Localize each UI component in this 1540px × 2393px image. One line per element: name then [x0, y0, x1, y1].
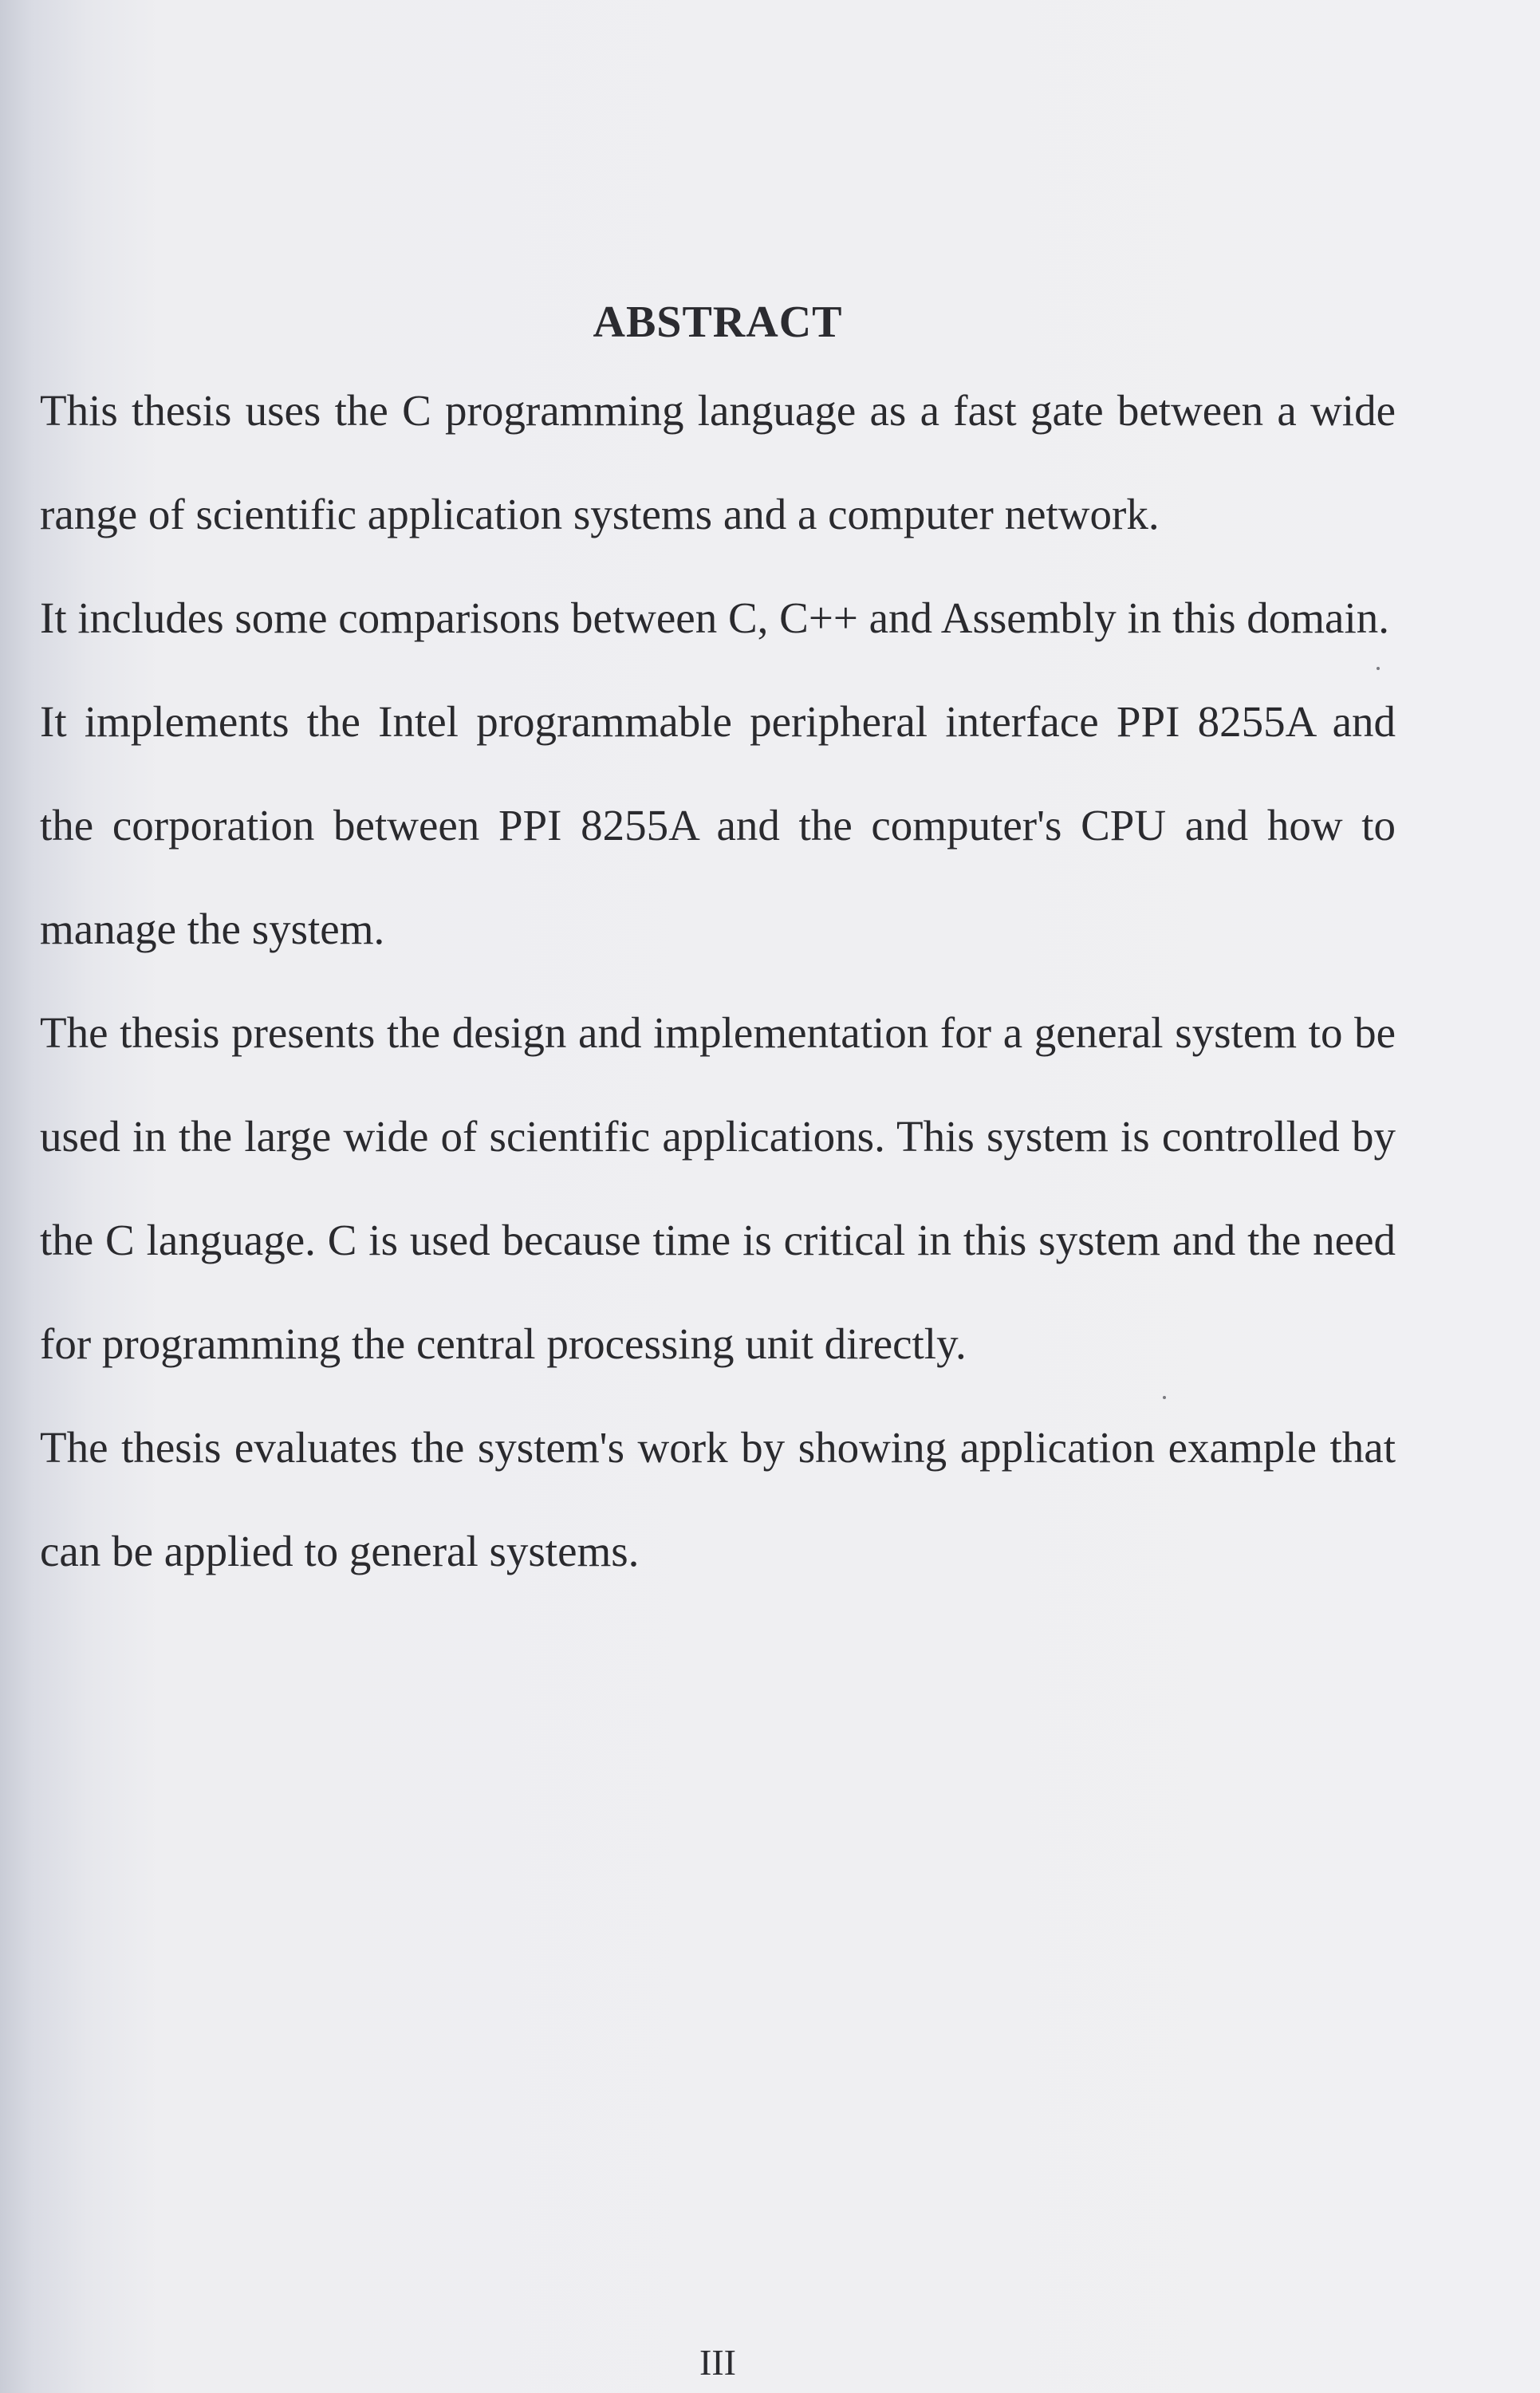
scan-speck	[1377, 667, 1380, 670]
abstract-paragraph: It includes some comparisons between C, C++ and Assembly in this domain.	[40, 593, 1389, 642]
abstract-paragraph: This thesis uses the C programming language as a fast gate between a wide range of scientific application systems and a computer network.	[40, 386, 1396, 538]
page-number: III	[699, 2342, 736, 2383]
abstract-body	[40, 359, 1396, 1603]
page-title: ABSTRACT	[593, 297, 843, 347]
scan-speck	[1163, 1396, 1166, 1399]
abstract-paragraph: It implements the Intel programmable peripheral interface PPI 8255A and the corporation between PPI 8255A and the computer's CPU and how to manage the system.	[40, 697, 1396, 953]
abstract-paragraph: The thesis evaluates the system's work by showing application example that can be applied to general systems.	[40, 1423, 1396, 1575]
abstract-paragraph: The thesis presents the design and implementation for a general system to be used in the large wide of scientific applications. This system is controlled by the C language. C is used because time is critical in this system and the need for programming the central processing unit directly.	[40, 1008, 1396, 1368]
